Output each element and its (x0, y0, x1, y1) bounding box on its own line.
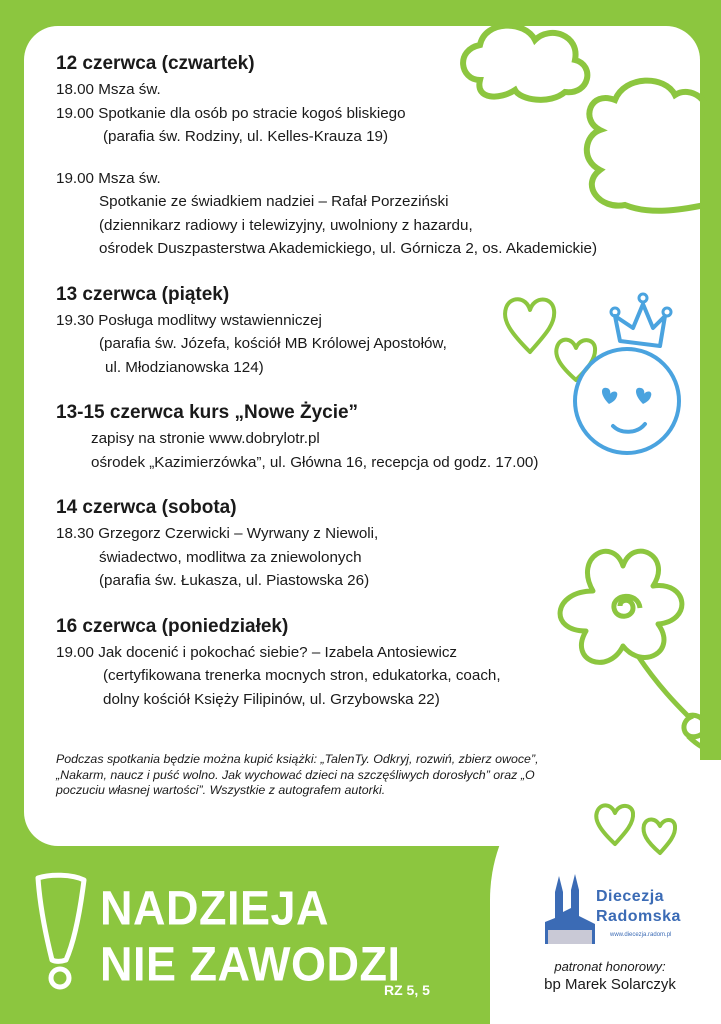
event-line: 18.00 Msza św. (56, 81, 161, 98)
event-detail: zapisy na stronie www.dobrylotr.pl (91, 430, 320, 447)
event-detail: ośrodek Duszpasterstwa Akademickiego, ul. Górnicza 2, os. Akademickie) (99, 240, 598, 257)
schedule-day (56, 615, 676, 712)
schedule-day (56, 401, 676, 474)
logo-url: www.diecezja.radom.pl (610, 932, 672, 938)
book-note: Podczas spotkania będzie można kupić książki: „TalenTy. Odkryj, rozwiń, zbierz owoce”, „Nakarm, naucz i puść wolno. Jak wychować dzieci na szczęśliwych dorosłych” oraz „O poczuciu własnej wartości”. Wszystkie z autografem autorki. (56, 752, 539, 797)
day-title: 13-15 czerwca kurs „Nowe Życie” (56, 402, 359, 423)
event-line: 19.00 Spotkanie dla osób po stracie kogoś bliskiego (56, 104, 406, 122)
exclamation-icon (30, 872, 90, 992)
heart-doodle (592, 800, 638, 848)
day-title: 13 czerwca (piątek) (56, 283, 230, 305)
heart-doodle (640, 815, 680, 857)
day-title: 12 czerwca (czwartek) (56, 53, 255, 74)
event-detail: (dziennikarz radiowy i telewizyjny, uwolniony z hazardu, (99, 216, 473, 234)
day-title: 14 czerwca (sobota) (56, 497, 237, 518)
event-line: 18.30 Grzegorz Czerwicki – Wyrwany z Niewoli, (56, 525, 379, 542)
bible-reference: RZ 5, 5 (384, 982, 430, 998)
event-detail: świadectwo, modlitwa za zniewolonych (99, 548, 362, 566)
patron (520, 958, 700, 994)
event-detail: dolny kościół Księży Filipinów, ul. Grzybowska 22) (103, 690, 440, 708)
schedule-day (56, 283, 676, 380)
event-line: 19.00 Msza św. (56, 169, 161, 187)
event-detail: (certyfikowana trenerka mocnych stron, edukatorka, coach, (103, 667, 501, 684)
slogan (100, 880, 400, 992)
logo-text: Diecezja (596, 888, 665, 905)
day-title: 16 czerwca (poniedziałek) (56, 615, 289, 637)
logo-text: Radomska (596, 908, 681, 925)
cathedral-logo-icon (545, 872, 595, 944)
patron-label: patronat honorowy: (554, 959, 666, 974)
slogan-line: NIE ZAWODZI (100, 936, 401, 992)
event-line: 19.00 Jak docenić i pokochać siebie? – Izabela Antosiewicz (56, 643, 458, 661)
slogan-line: NADZIEJA (100, 880, 330, 936)
event-detail: (parafia św. Rodziny, ul. Kelles-Krauza 19) (103, 128, 389, 145)
event-line: 19.30 Posługa modlitwy wstawienniczej (56, 311, 322, 329)
event-detail: ul. Młodzianowska 124) (105, 358, 264, 376)
event-detail: Spotkanie ze świadkiem nadziei – Rafał Porzeziński (99, 193, 449, 210)
schedule-day (56, 496, 676, 593)
event-detail: (parafia św. Józefa, kościół MB Królowej Apostołów, (99, 335, 447, 352)
event-detail: (parafia św. Łukasza, ul. Piastowska 26) (99, 572, 370, 589)
patron-name: bp Marek Solarczyk (544, 976, 676, 993)
schedule (56, 52, 676, 733)
event-detail: ośrodek „Kazimierzówka”, ul. Główna 16, recepcja od godz. 17.00) (91, 453, 539, 471)
schedule-day (56, 52, 676, 261)
